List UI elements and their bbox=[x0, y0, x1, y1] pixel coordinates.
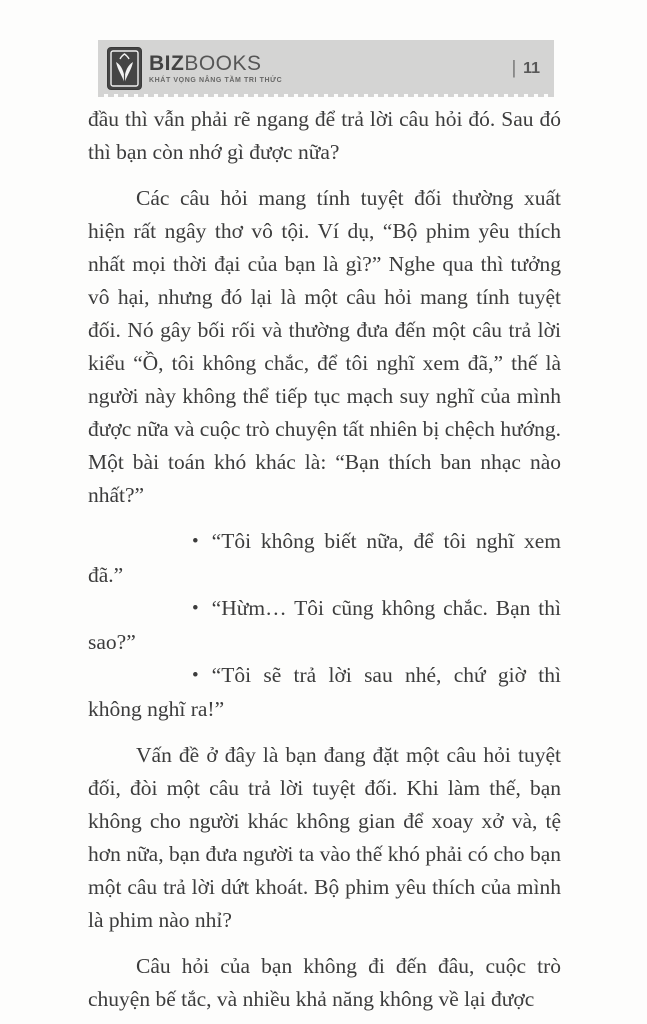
brand-tagline: KHÁT VỌNG NÂNG TẦM TRI THỨC bbox=[149, 77, 283, 84]
page-body bbox=[0, 103, 647, 1016]
list-item bbox=[88, 525, 561, 592]
bullet-marker: • bbox=[192, 665, 199, 686]
bullet-marker: • bbox=[192, 531, 199, 552]
bullet-text: “Tôi sẽ trả lời sau nhé, chứ giờ thì không nghĩ ra!” bbox=[88, 663, 561, 721]
page-header bbox=[98, 40, 554, 97]
list-item bbox=[88, 659, 561, 726]
logo-text bbox=[149, 53, 282, 84]
brand-name-light: BOOKS bbox=[184, 52, 262, 75]
bullet-text: “Hừm… Tôi cũng không chắc. Bạn thì sao?” bbox=[88, 596, 561, 654]
bizbooks-logo bbox=[107, 47, 282, 90]
page-number bbox=[512, 60, 540, 78]
bullet-list bbox=[88, 525, 561, 726]
paragraph: Vấn đề ở đây là bạn đang đặt một câu hỏi tuyệt đối, đòi một câu trả lời tuyệt đối. Khi làm thế, bạn không cho người khác không gian để xoay xở và, tệ hơn nữa, bạn đưa người ta vào thế khó phải có cho bạn một câu trả lời dứt khoát. Bộ phim yêu thích của mình là phim nào nhỉ? bbox=[88, 743, 561, 932]
list-item bbox=[88, 592, 561, 659]
brand-name bbox=[149, 53, 282, 74]
bullet-marker: • bbox=[192, 598, 199, 619]
bizbooks-logo-icon bbox=[107, 47, 142, 90]
brand-name-bold: BIZ bbox=[149, 52, 185, 75]
paragraph: Câu hỏi của bạn không đi đến đâu, cuộc trò chuyện bế tắc, và nhiều khả năng không về lại được bbox=[88, 954, 561, 1011]
page-number-separator: | bbox=[511, 58, 517, 78]
paragraph: Các câu hỏi mang tính tuyệt đối thường xuất hiện rất ngây thơ vô tội. Ví dụ, “Bộ phim yêu thích nhất mọi thời đại của bạn là gì?” Nghe qua thì tưởng vô hại, nhưng đó lại là một câu hỏi mang tính tuyệt đối. Nó gây bối rối và thường đưa đến một câu trả lời kiểu “Ồ, tôi không chắc, để tôi nghĩ xem đã,” thế là người này không thể tiếp tục mạch suy nghĩ của mình được nữa và cuộc trò chuyện tất nhiên bị chệch hướng. Một bài toán khó khác là: “Bạn thích ban nhạc nào nhất?” bbox=[88, 186, 561, 507]
paragraph: đầu thì vẫn phải rẽ ngang để trả lời câu hỏi đó. Sau đó thì bạn còn nhớ gì được nữa? bbox=[88, 107, 561, 164]
page-number-value: 11 bbox=[523, 59, 540, 77]
bullet-text: “Tôi không biết nữa, để tôi nghĩ xem đã.” bbox=[88, 529, 561, 587]
